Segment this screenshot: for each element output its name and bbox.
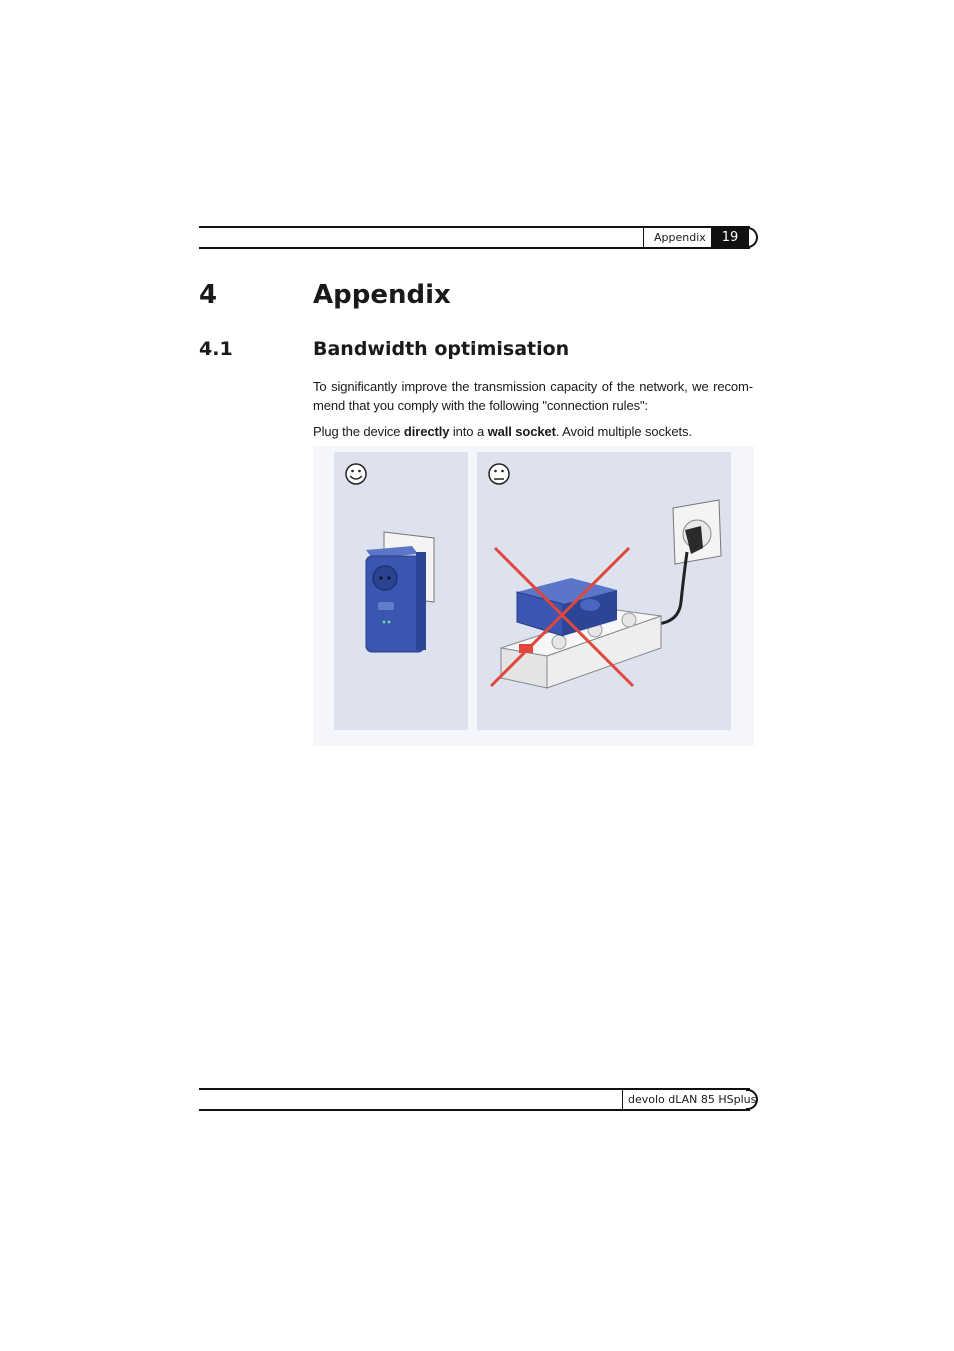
correct-illustration bbox=[334, 452, 468, 730]
connection-figure bbox=[313, 446, 754, 746]
powerline-adapter bbox=[366, 546, 426, 652]
wall-socket-with-plug bbox=[657, 500, 721, 624]
footer-product-label: devolo dLAN 85 HSplus bbox=[622, 1089, 761, 1110]
rule-text-1: Plug the device bbox=[313, 424, 404, 439]
incorrect-illustration bbox=[477, 452, 731, 730]
chapter-number: 4 bbox=[199, 280, 218, 310]
smiley-happy-icon bbox=[346, 464, 366, 484]
rule-text-3: . Avoid multiple sockets. bbox=[555, 424, 692, 439]
page-number: 19 bbox=[711, 227, 749, 248]
chapter-title: Appendix bbox=[313, 280, 451, 310]
rule-emphasis-directly: directly bbox=[403, 424, 450, 439]
section-title: Bandwidth optimisation bbox=[313, 338, 570, 360]
rule-text-2: into a bbox=[449, 424, 488, 439]
section-number: 4.1 bbox=[199, 338, 233, 360]
header-tab-cap bbox=[746, 227, 758, 248]
rule-paragraph bbox=[313, 422, 753, 441]
rule-emphasis-wall-socket: wall socket bbox=[487, 424, 556, 439]
smiley-neutral-icon bbox=[489, 464, 509, 484]
incorrect-panel bbox=[477, 452, 731, 730]
header-section-label: Appendix bbox=[643, 227, 716, 248]
correct-panel bbox=[334, 452, 468, 730]
intro-paragraph: To significantly improve the transmission capacity of the network, we recom-mend that you comply with the following "connection rules": bbox=[313, 379, 753, 413]
